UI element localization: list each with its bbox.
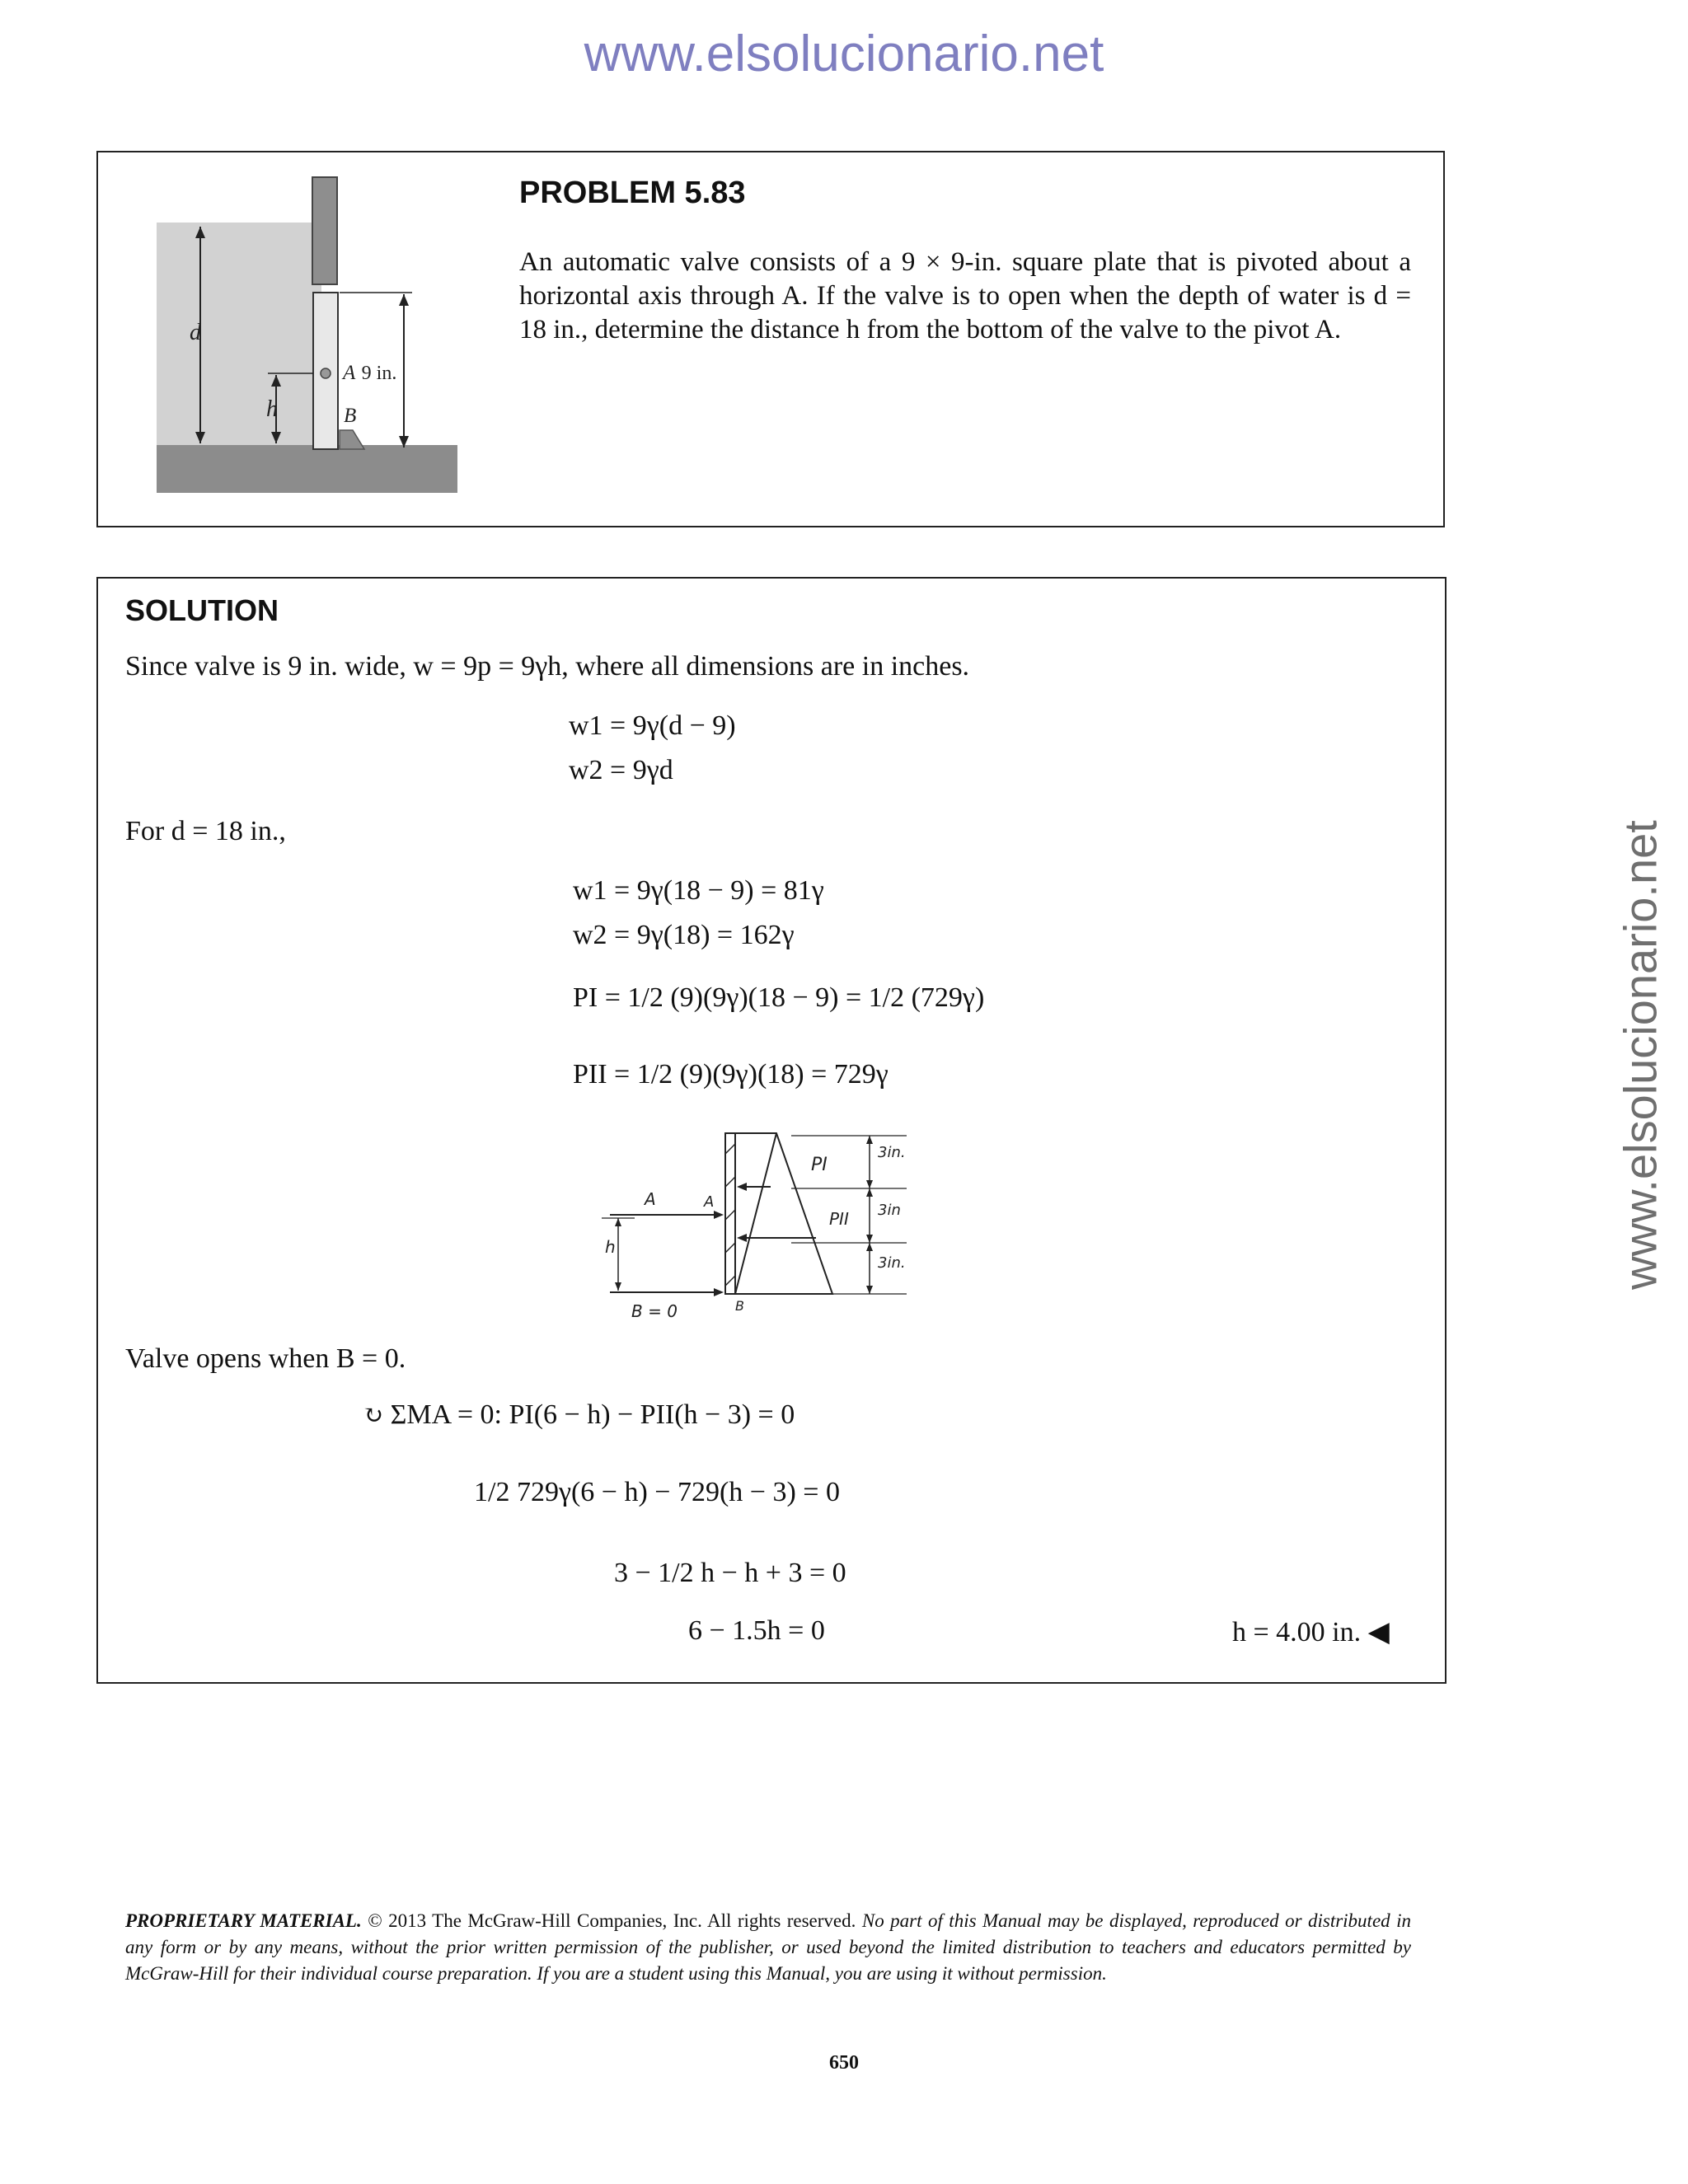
sketch-dim-3: 3in. [878, 1254, 906, 1272]
moment-equation-text: ΣMA = 0: PI(6 − h) − PII(h − 3) = 0 [390, 1399, 795, 1430]
sketch-label-B: B [735, 1298, 744, 1314]
sketch-label-A-arrow: A [645, 1189, 656, 1209]
pivot-A [321, 368, 331, 378]
sketch-label-P2: PII [829, 1209, 849, 1229]
moment-equation [363, 1399, 795, 1431]
label-B: B [344, 405, 357, 427]
equation-w2: w2 = 9γd [569, 755, 673, 785]
valve-opens-text: Valve opens when B = 0. [125, 1343, 406, 1374]
solution-intro: Since valve is 9 in. wide, w = 9p = 9γh, where all dimensions are in inches. [125, 651, 970, 682]
page-number: 650 [829, 2052, 859, 2074]
moment-sign-icon: ↻ [363, 1402, 384, 1429]
sketch-label-A: A [704, 1193, 715, 1211]
sketch-label-B0: B = 0 [631, 1301, 678, 1321]
sketch-label-P1: PI [811, 1155, 828, 1175]
sketch-dim-2: 3in [878, 1202, 901, 1219]
step-3-equation: 6 − 1.5h = 0 [688, 1615, 825, 1646]
stop-B [340, 430, 364, 449]
equation-P1: PI = 1/2 (9)(9γ)(18 − 9) = 1/2 (729γ) [573, 982, 985, 1013]
step-2-equation: 3 − 1/2 h − h + 3 = 0 [614, 1558, 846, 1588]
problem-figure [148, 165, 478, 511]
equation-P2: PII = 1/2 (9)(9γ)(18) = 729γ [573, 1059, 889, 1090]
ground [157, 445, 457, 493]
step-1-equation: 1/2 729γ(6 − h) − 729(h − 3) = 0 [474, 1477, 840, 1507]
problem-text: An automatic valve consists of a 9 × 9-in. square plate that is pivoted about a horizontal axis through A. If the valve is to open when the depth of water is d = 18 in., determine the distance h from the bottom of the valve to the pivot A. [519, 247, 1411, 344]
watermark-side: www.elsolucionario.net [1614, 820, 1667, 1290]
solution-title: SOLUTION [125, 593, 279, 627]
answer: h = 4.00 in. ◀ [1232, 1617, 1390, 1647]
footer-plain: © 2013 The McGraw-Hill Companies, Inc. All rights reserved. [361, 1910, 856, 1931]
sketch-valve [725, 1133, 735, 1294]
label-h: h [266, 396, 278, 422]
footer [125, 1908, 1411, 1987]
label-A: A [343, 362, 356, 384]
watermark-top: www.elsolucionario.net [584, 26, 1104, 82]
problem-title: PROBLEM 5.83 [519, 176, 746, 210]
equation-w2-value: w2 = 9γ(18) = 162γ [573, 920, 795, 950]
sketch-label-h: h [605, 1237, 616, 1257]
pressure-sketch [593, 1129, 1006, 1327]
footer-italic: No part of this Manual may be displayed, reproduced or distributed in any form or by any means, without the prior written permission of the publisher, or used beyond the limited distribution to teachers and educators permitted by McGraw-Hill for their individual course preparation. If you are a student using this Manual, you are using it without permission. [125, 1910, 1412, 1984]
sketch-dim-1: 3in. [878, 1144, 906, 1161]
label-d: d [190, 320, 201, 345]
equation-w1-value: w1 = 9γ(18 − 9) = 81γ [573, 875, 824, 906]
label-9in: 9 in. [361, 363, 397, 384]
footer-bold: PROPRIETARY MATERIAL. [125, 1910, 362, 1931]
equation-w1: w1 = 9γ(d − 9) [569, 710, 736, 741]
wall [312, 177, 337, 284]
water-region [157, 223, 321, 445]
for-d-text: For d = 18 in., [125, 816, 286, 846]
